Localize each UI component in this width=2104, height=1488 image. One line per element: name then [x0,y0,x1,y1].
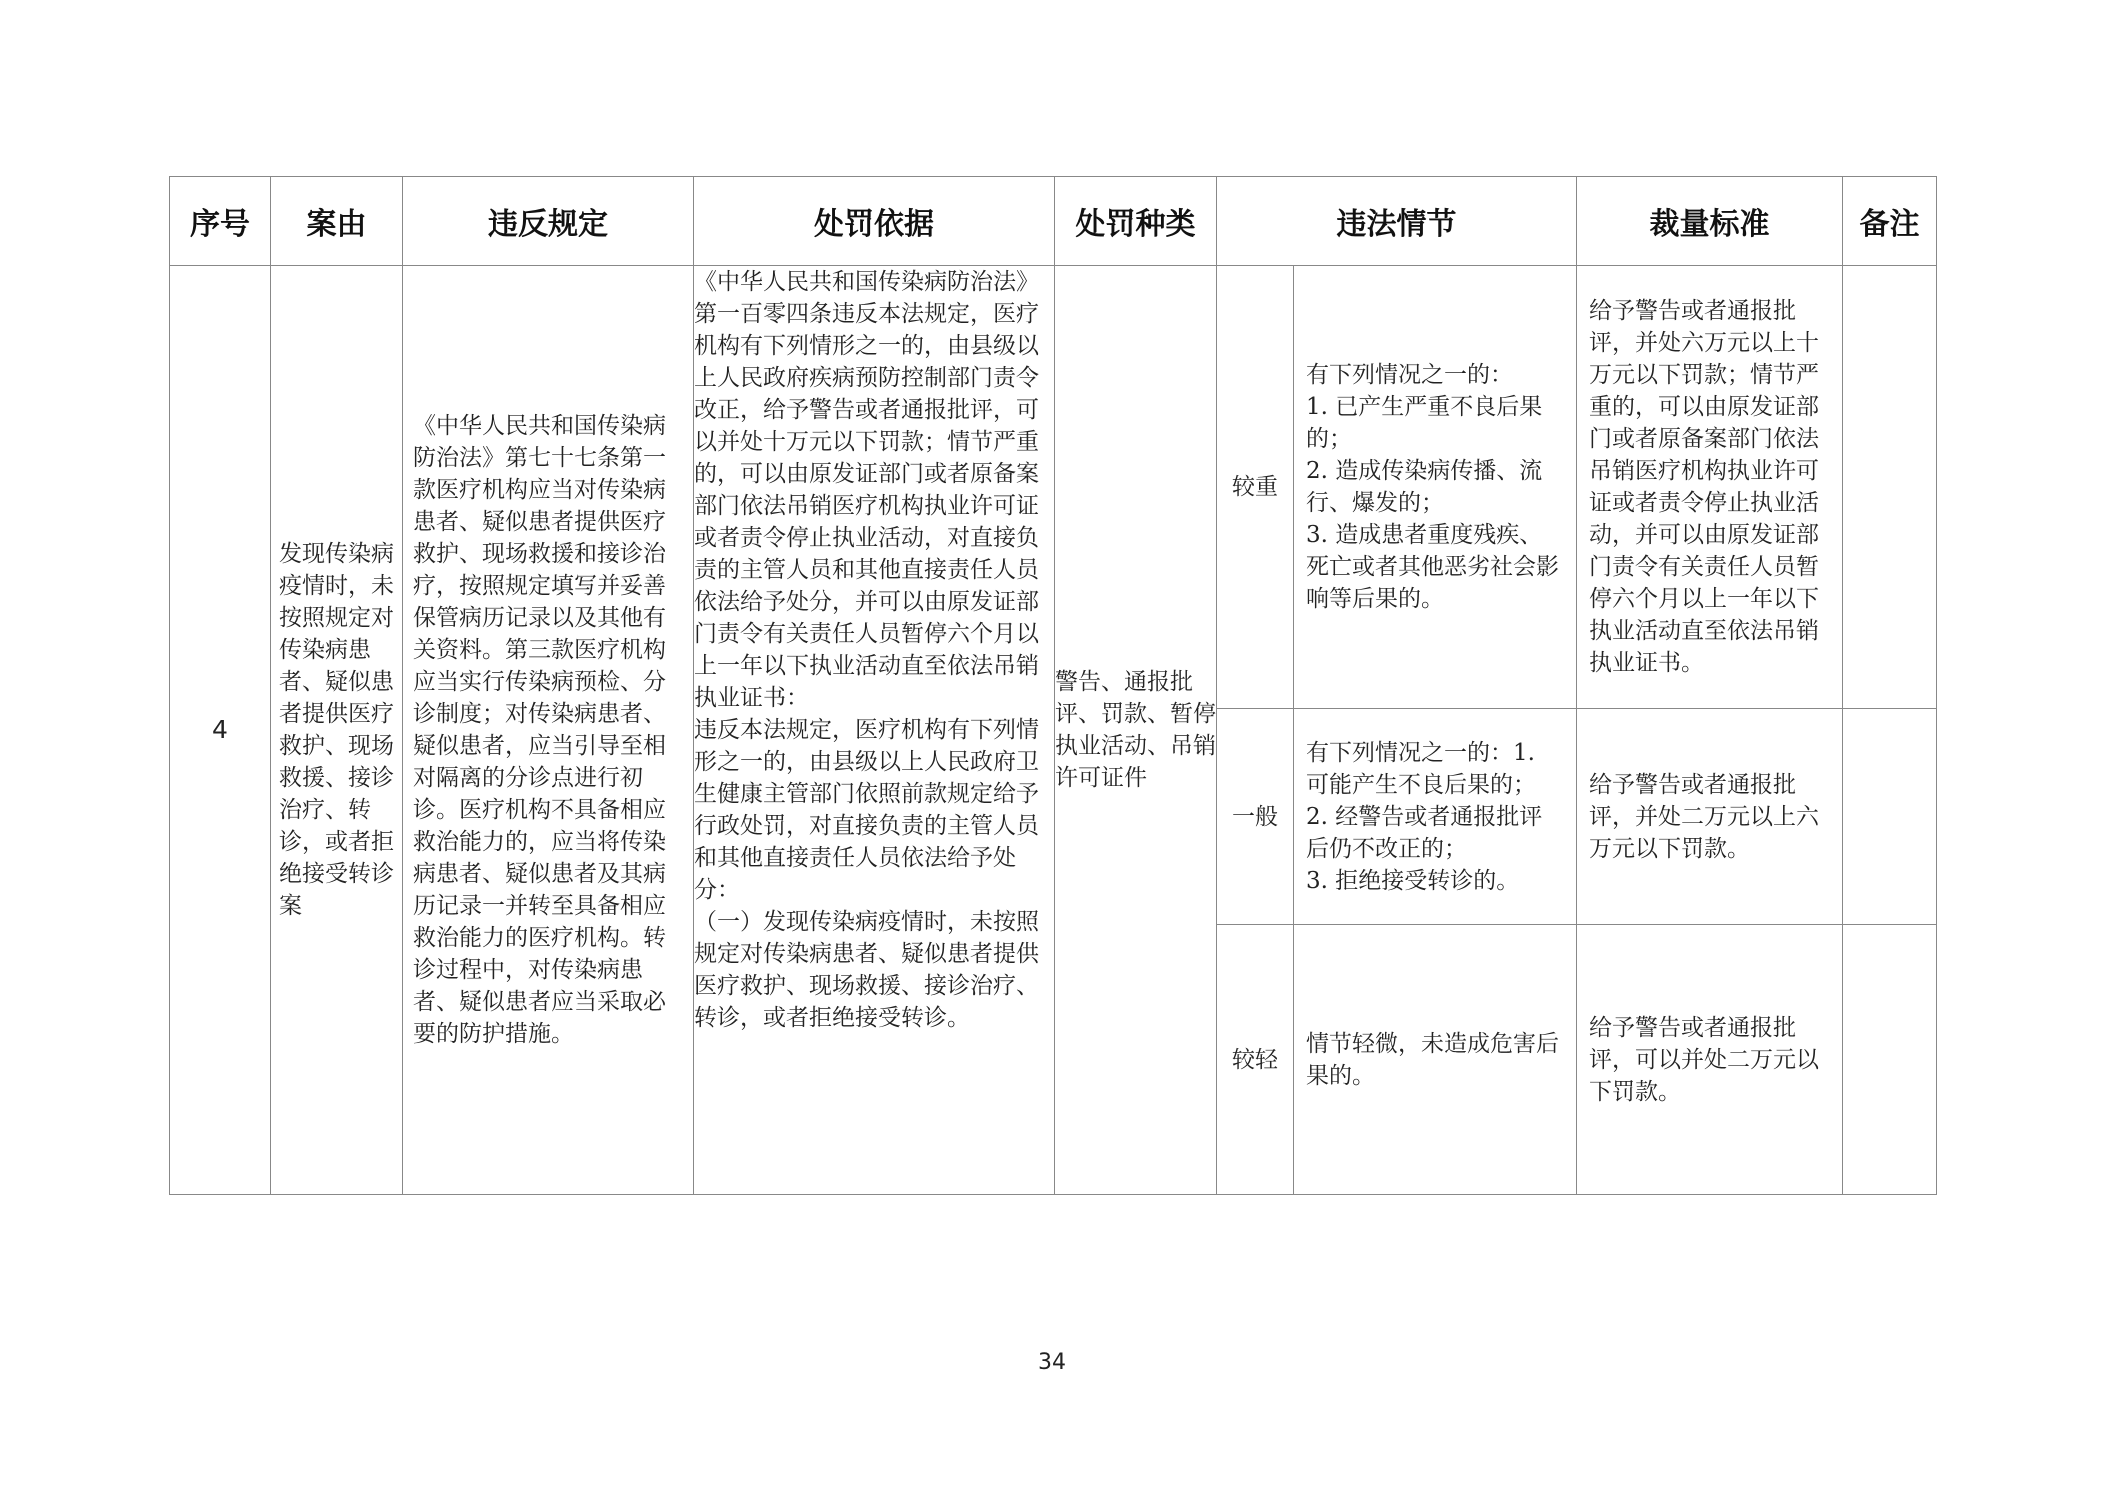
header-circumstances: 违法情节 [1217,177,1577,266]
header-number: 序号 [170,177,271,266]
circumstance-line: 情节轻微，未造成危害后果的。 [1306,1030,1559,1089]
standard-minor: 给予警告或者通报批评，可以并处二万元以下罚款。 [1577,925,1843,1195]
header-violation: 违反规定 [403,177,694,266]
remark-severe [1843,266,1937,709]
violation-provision: 《中华人民共和国传染病防治法》第七十七条第一款医疗机构应当对传染病患者、疑似患者提供医疗救护、现场救援和接诊治疗，按照规定填写并妥善保管病历记录以及其他有关资料。第三款医疗机构应当实行传染病预检、分诊制度；对传染病患者、疑似患者，应当引导至相对隔离的分诊点进行初诊。医疗机构不具备相应救治能力的，应当将传染病患者、疑似患者及其病历记录一并转至具备相应救治能力的医疗机构。转诊过程中，对传染病患者、疑似患者应当采取必要的防护措施。 [403,266,694,1195]
circumstances-minor [1294,925,1577,1195]
penalty-table [169,176,1937,1195]
standard-severe: 给予警告或者通报批评，并处六万元以上十万元以下罚款；情节严重的，可以由原发证部门或者原备案部门依法吊销医疗机构执业许可证或者责令停止执业活动，并可以由原发证部门责令有关责任人员暂停六个月以上一年以下执业活动直至依法吊销执业证书。 [1577,266,1843,709]
header-cause: 案由 [271,177,403,266]
header-remark: 备注 [1843,177,1937,266]
header-basis: 处罚依据 [694,177,1055,266]
case-cause: 发现传染病疫情时，未按照规定对传染病患者、疑似患者提供医疗救护、现场救援、接诊治疗、转诊，或者拒绝接受转诊案 [271,266,403,1195]
remark-minor [1843,925,1937,1195]
header-standard: 裁量标准 [1577,177,1843,266]
page-number: 34 [1038,1350,1066,1375]
circumstances-severe [1294,266,1577,709]
table-header-row [170,177,1937,266]
level-severe: 较重 [1217,266,1294,709]
circumstance-line: 有下列情况之一的： [1306,362,1513,388]
penalty-basis: 《中华人民共和国传染病防治法》第一百零四条违反本法规定，医疗机构有下列情形之一的，由县级以上人民政府疾病预防控制部门责令改正，给予警告或者通报批评，可以并处十万元以下罚款；情节严重的，可以由原发证部门或者原备案部门依法吊销医疗机构执业许可证或者责令停止执业活动，对直接负责的主管人员和其他直接责任人员依法给予处分，并可以由原发证部门责令有关责任人员暂停六个月以上一年以下执业活动直至依法吊销执业证书： 违反本法规定，医疗机构有下列情形之一的，由县级以上人民政府卫生健康主管部门依照前款规定给予行政处罚，对直接负责的主管人员和其他直接责任人员依法给予处分： （一）发现传染病疫情时，未按照规定对传染病患者、疑似患者提供医疗救护、现场救援、接诊治疗、转诊，或者拒绝接受转诊。 [694,266,1055,1195]
table-row [170,266,1937,709]
level-general: 一般 [1217,709,1294,925]
circumstance-line: 3. 拒绝接受转诊的。 [1306,867,1520,894]
header-penalty-type: 处罚种类 [1055,177,1217,266]
circumstances-general [1294,709,1577,925]
level-minor: 较轻 [1217,925,1294,1195]
circumstance-line: 1. 已产生严重不良后果的； [1306,394,1543,452]
circumstance-line: 3. 造成患者重度残疾、死亡或者其他恶劣社会影响等后果的。 [1306,522,1559,612]
row-number: 4 [170,266,271,1195]
circumstance-line: 2. 造成传染病传播、流行、爆发的； [1306,458,1543,516]
circumstance-line: 有下列情况之一的：1. 可能产生不良后果的； [1306,739,1536,798]
standard-general: 给予警告或者通报批评，并处二万元以上六万元以下罚款。 [1577,709,1843,925]
circumstance-line: 2. 经警告或者通报批评后仍不改正的； [1306,803,1543,862]
remark-general [1843,709,1937,925]
penalty-type: 警告、通报批评、罚款、暂停执业活动、吊销许可证件 [1055,266,1217,1195]
